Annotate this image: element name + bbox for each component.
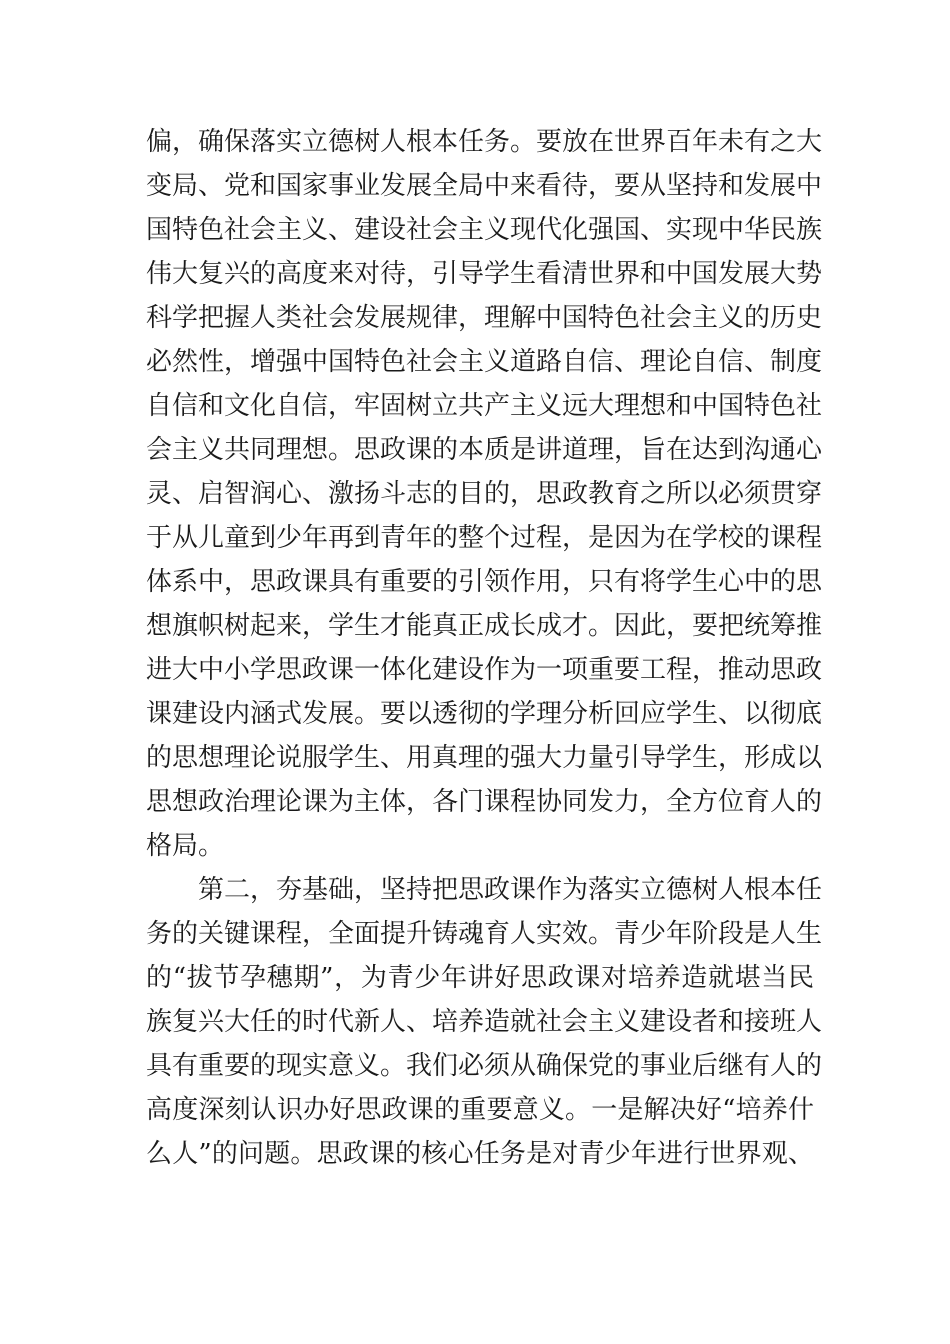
text-line: 变局、党和国家事业发展全局中来看待，要从坚持和发展中 — [146, 171, 823, 201]
text-line: 的思想理论说服学生、用真理的强大力量引导学生，形成以 — [146, 743, 823, 773]
text-line: 的“拔节孕穗期”，为青少年讲好思政课对培养造就堪当民 — [146, 963, 814, 993]
text-line: 课建设内涵式发展。要以透彻的学理分析回应学生、以彻底 — [146, 699, 823, 729]
text-line: 族复兴大任的时代新人、培养造就社会主义建设者和接班人 — [146, 1007, 823, 1037]
text-line: 么人”的问题。思政课的核心任务是对青少年进行世界观、 — [146, 1139, 814, 1169]
text-line: 想旗帜树起来，学生才能真正成长成才。因此，要把统筹推 — [146, 611, 823, 641]
text-line: 思想政治理论课为主体，各门课程协同发力，全方位育人的 — [146, 787, 823, 817]
text-line: 伟大复兴的高度来对待，引导学生看清世界和中国发展大势 — [146, 259, 823, 289]
text-line: 高度深刻认识办好思政课的重要意义。一是解决好“培养什 — [146, 1095, 814, 1125]
text-line: 科学把握人类社会发展规律，理解中国特色社会主义的历史 — [146, 303, 823, 333]
text-line: 务的关键课程，全面提升铸魂育人实效。青少年阶段是人生 — [146, 919, 823, 949]
paragraph-1 — [146, 120, 823, 868]
text-line: 于从儿童到少年再到青年的整个过程，是因为在学校的课程 — [146, 523, 823, 553]
text-line: 自信和文化自信，牢固树立共产主义远大理想和中国特色社 — [146, 391, 823, 421]
text-line: 必然性，增强中国特色社会主义道路自信、理论自信、制度 — [146, 347, 823, 377]
text-line: 体系中，思政课具有重要的引领作用，只有将学生心中的思 — [146, 567, 823, 597]
body-text — [146, 120, 823, 1176]
text-line: 具有重要的现实意义。我们必须从确保党的事业后继有人的 — [146, 1051, 823, 1081]
text-line: 会主义共同理想。思政课的本质是讲道理，旨在达到沟通心 — [146, 435, 823, 465]
text-line: 偏，确保落实立德树人根本任务。要放在世界百年未有之大 — [146, 127, 823, 157]
text-line: 灵、启智润心、激扬斗志的目的，思政教育之所以必须贯穿 — [146, 479, 823, 509]
paragraph-2 — [146, 868, 823, 1176]
text-line: 国特色社会主义、建设社会主义现代化强国、实现中华民族 — [146, 215, 823, 245]
text-line: 第二，夯基础，坚持把思政课作为落实立德树人根本任 — [198, 875, 823, 905]
text-line: 进大中小学思政课一体化建设作为一项重要工程，推动思政 — [146, 655, 823, 685]
text-line: 格局。 — [146, 831, 225, 861]
